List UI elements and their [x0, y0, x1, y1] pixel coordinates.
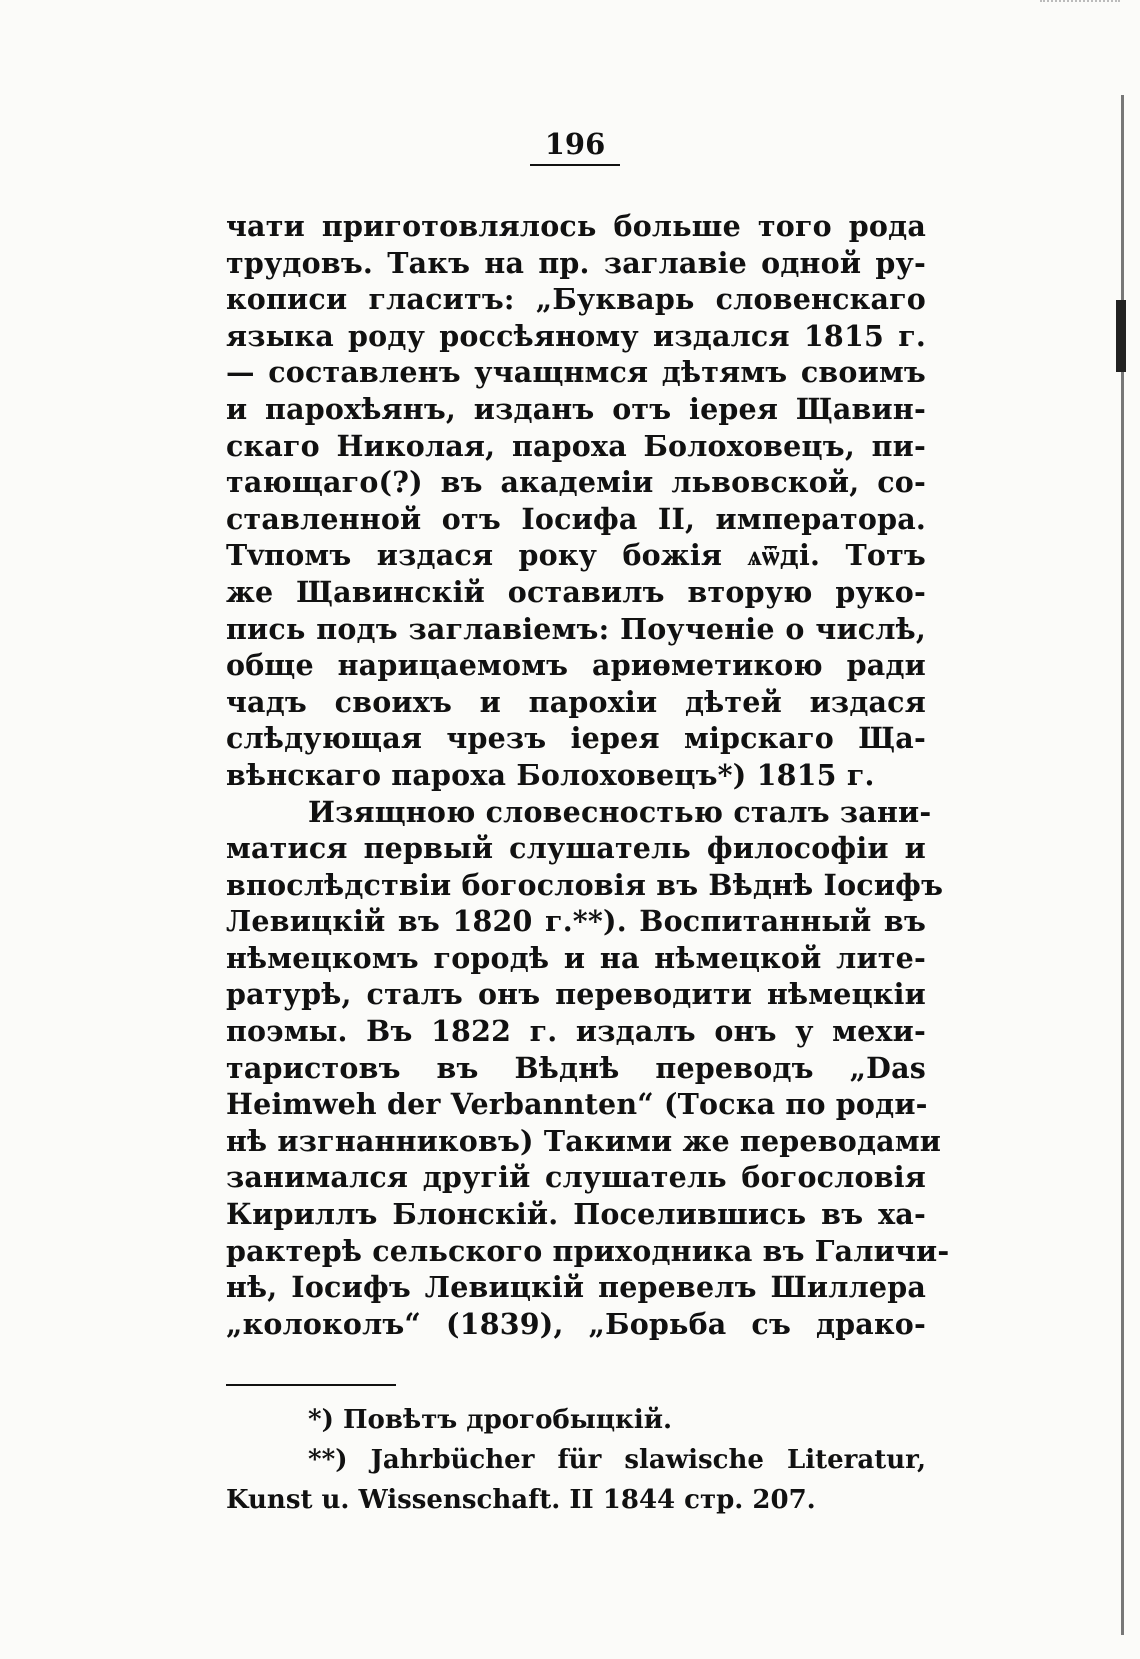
- footnote-2-line-2: Kunst u. Wissenschaft. II 1844 стр. 207.: [226, 1485, 816, 1515]
- text-line: Левицкій въ 1820 г.**). Воспитанный въ: [226, 904, 926, 939]
- text-line: трудовъ. Такъ на пр. заглавіе одной ру-: [226, 245, 926, 280]
- text-line: рактерѣ сельского приходника въ Галичи-: [226, 1233, 950, 1268]
- text-line: вѣнскаго пароха Болоховецъ*) 1815 г.: [226, 757, 875, 792]
- text-line: таристовъ въ Вѣднѣ переводъ „Das: [226, 1050, 926, 1085]
- text-line: нѣмецкомъ городѣ и на нѣмецкой лите-: [226, 940, 926, 975]
- text-line: матися первый слушатель философіи и: [226, 831, 926, 866]
- text-line: нѣ изгнанниковъ) Такими же переводами: [226, 1123, 942, 1158]
- page-number: 196: [530, 128, 620, 166]
- text-line: же Щавинскій оставилъ вторую руко-: [226, 574, 926, 609]
- text-line: чадъ своихъ и парохіи дѣтей издася: [226, 684, 926, 719]
- text-line: Кириллъ Блонскій. Поселившись въ ха-: [226, 1197, 926, 1232]
- text-line: „колоколъ“ (1839), „Борьба съ драко-: [226, 1306, 926, 1341]
- text-line: чати приготовлялось больше того рода: [226, 209, 926, 243]
- text-line: обще нарицаемомъ ариѳметикою ради: [226, 648, 926, 683]
- text-line: поэмы. Въ 1822 г. издалъ онъ у мехи-: [226, 1014, 926, 1049]
- text-line: впослѣдствіи богословія въ Вѣднѣ Іосифъ: [226, 867, 944, 902]
- text-line: нѣ, Іосифъ Левицкій перевелъ Шиллера: [226, 1270, 926, 1305]
- footnotes: [226, 1400, 926, 1520]
- text-line: и парохѣянъ, изданъ отъ іерея Щавин-: [226, 391, 926, 426]
- text-line: занимался другій слушатель богословія: [226, 1160, 926, 1195]
- text-line: языка роду россѣяному издался 1815 г.: [226, 318, 926, 353]
- footnote-2-line-1: **) Jahrbücher für slawische Literatur,: [308, 1445, 926, 1475]
- text-line: тающаго(?) въ академіи львовской, со-: [226, 465, 926, 500]
- text-line: ратурѣ, сталъ онъ переводити нѣмецкіи: [226, 977, 926, 1012]
- text-line: слѣдующая чрезъ іерея мірскаго Ща-: [226, 721, 926, 756]
- scan-edge-mark: [1040, 0, 1120, 8]
- text-line: ставленной отъ Іосифа II, императора.: [226, 501, 926, 536]
- text-line: пись подъ заглавіемъ: Поученіе о числѣ,: [226, 611, 926, 646]
- text-line: кописи гласитъ: „Букварь словенскаго: [226, 282, 926, 317]
- text-line: Изящною словесностью сталъ зани-: [308, 794, 932, 829]
- text-line: — составленъ учащнмся дѣтямъ своимъ: [226, 355, 926, 390]
- page-edge-notch: [1116, 300, 1126, 372]
- body-text: [226, 208, 950, 1342]
- text-line: Тvпомъ издася року божія ѧѿді. Тотъ: [226, 538, 926, 573]
- text-line: скаго Николая, пароха Болоховецъ, пи-: [226, 428, 926, 463]
- text-line: Heimweh der Verbannten“ (Тоска по роди-: [226, 1087, 928, 1122]
- footnote-1: *) Повѣтъ дрогобыцкій.: [308, 1405, 673, 1435]
- footnote-separator: [226, 1384, 396, 1386]
